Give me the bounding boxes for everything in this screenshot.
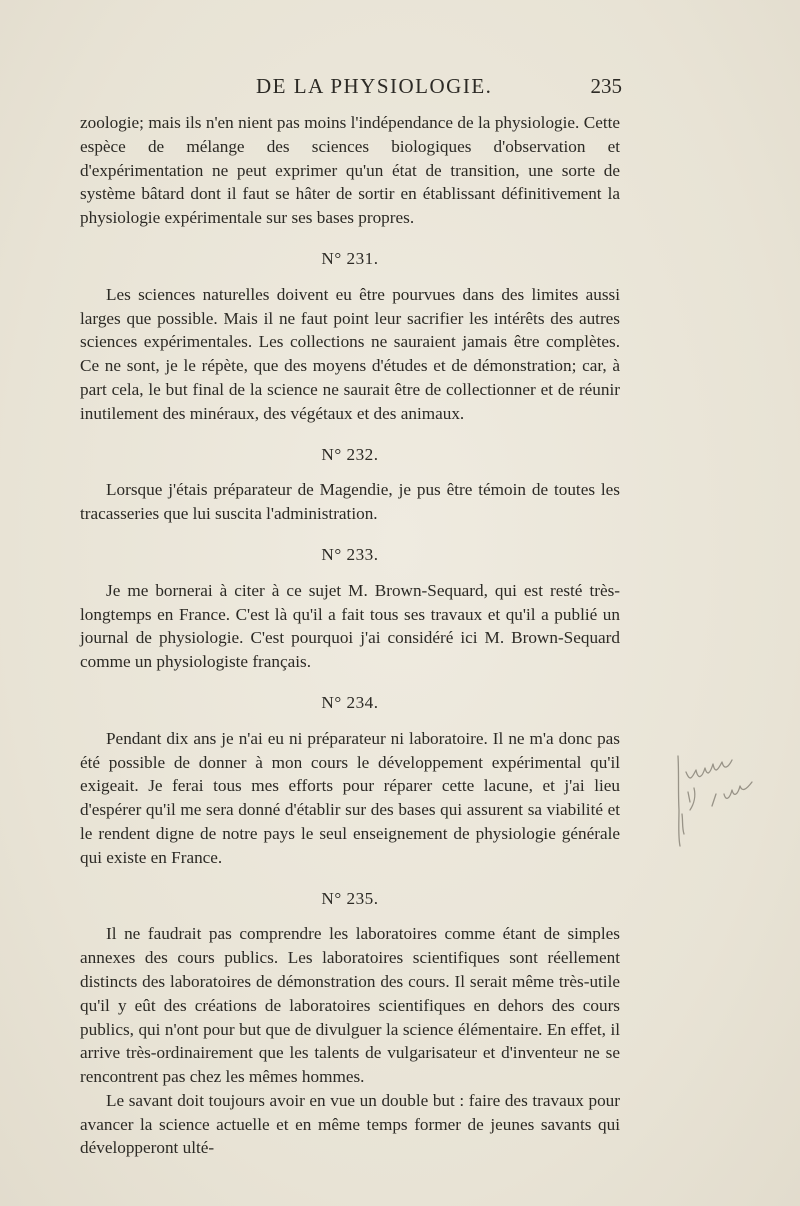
section-number-234: N° 234. <box>321 692 379 712</box>
handwritten-annotation-icon <box>672 752 767 850</box>
section-number-233: N° 233. <box>321 544 379 564</box>
paragraph-intro: zoologie; mais ils n'en nient pas moins l'indépendance de la physiologie. Cette espèce de mélange des sciences biologiques d'observation et d'expérimentation ne peut exprimer qu'un état de transition, une sorte de système bâtard dont il faut se hâter de sortir en établissant définitivement la physiologie expérimentale sur ses bases propres. <box>80 113 620 228</box>
page-body <box>80 111 620 1160</box>
paragraph-235-a: Il ne faudrait pas comprendre les laboratoires comme étant de simples annexes des cours publics. Les laboratoires scientifiques sont réellement distincts des laboratoires de démonstration des cours. Il serait même très-utile qu'il y eût des créations de laboratoires scientifiques en dehors des cours publics, qui n'ont pour but que de divulguer la science élémentaire. En effet, il arrive très-ordinairement que les talents de vulgarisateur et d'inventeur ne se rencontrent pas chez les mêmes hommes. <box>80 924 620 1087</box>
running-title: DE LA PHYSIOLOGIE. <box>256 74 493 98</box>
paragraph-231: Les sciences naturelles doivent eu être pourvues dans des limites aussi larges que possible. Mais il ne faut point leur sacrifier les intérêts des autres sciences expérimentales. Les collections ne sauraient jamais être complètes. Ce ne sont, je le répète, que des moyens d'études et de démonstration; car, à part cela, le but final de la science ne saurait être de collectionner et de réunir inutilement des minéraux, des végétaux et des animaux. <box>80 284 620 423</box>
paragraph-232: Lorsque j'étais préparateur de Magendie, je pus être témoin de toutes les tracasseries que lui suscita l'administration. <box>80 480 620 524</box>
section-number-231: N° 231. <box>321 248 379 268</box>
paragraph-233: Je me bornerai à citer à ce sujet M. Brown-Sequard, qui est resté très-longtemps en France. C'est là qu'il a fait tous ses travaux et qu'il a publié un journal de physiologie. C'est pourquoi j'ai considéré ici M. Brown-Sequard comme un physiologiste français. <box>80 580 620 672</box>
section-number-235: N° 235. <box>321 888 379 908</box>
page-header <box>76 74 622 102</box>
page-number: 235 <box>590 74 622 98</box>
paragraph-234: Pendant dix ans je n'ai eu ni préparateur ni laboratoire. Il ne m'a donc pas été possible de donner à mon cours le développement expérimental qu'il exigeait. Je ferai tous mes efforts pour réparer cette lacune, et j'ai lieu d'espérer qu'il me sera donné d'établir sur des bases qui assurent sa viabilité et le rendent digne de notre pays le seul enseignement de physiologie générale qui existe en France. <box>80 728 620 867</box>
paragraph-235-b: Le savant doit toujours avoir en vue un double but : faire des travaux pour avancer la science actuelle et en même temps former de jeunes savants qui développeront ulté- <box>80 1090 620 1158</box>
section-number-232: N° 232. <box>321 444 379 464</box>
